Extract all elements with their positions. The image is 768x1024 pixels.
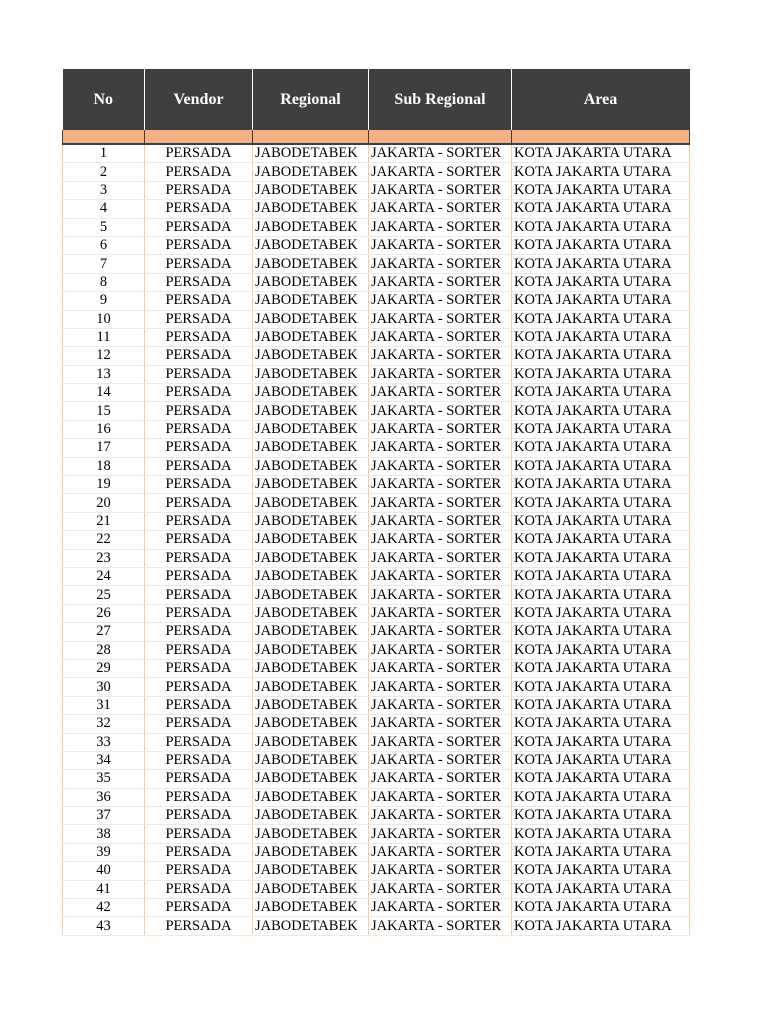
cell-area: KOTA JAKARTA UTARA	[512, 696, 690, 714]
table-row	[63, 917, 690, 935]
cell-no: 2	[63, 163, 145, 181]
cell-area: KOTA JAKARTA UTARA	[512, 567, 690, 585]
cell-no: 32	[63, 715, 145, 733]
cell-no: 33	[63, 733, 145, 751]
cell-regional: JABODETABEK	[253, 181, 369, 199]
cell-vendor: PERSADA	[145, 807, 253, 825]
cell-sub-regional: JAKARTA - SORTER	[369, 292, 512, 310]
cell-vendor: PERSADA	[145, 439, 253, 457]
cell-sub-regional: JAKARTA - SORTER	[369, 181, 512, 199]
cell-no: 3	[63, 181, 145, 199]
cell-regional: JABODETABEK	[253, 236, 369, 254]
cell-regional: JABODETABEK	[253, 678, 369, 696]
cell-area: KOTA JAKARTA UTARA	[512, 144, 690, 163]
cell-sub-regional: JAKARTA - SORTER	[369, 439, 512, 457]
cell-no: 34	[63, 751, 145, 769]
table-row	[63, 236, 690, 254]
cell-no: 40	[63, 862, 145, 880]
cell-regional: JABODETABEK	[253, 807, 369, 825]
cell-regional: JABODETABEK	[253, 843, 369, 861]
cell-regional: JABODETABEK	[253, 310, 369, 328]
cell-vendor: PERSADA	[145, 715, 253, 733]
cell-no: 25	[63, 586, 145, 604]
cell-vendor: PERSADA	[145, 862, 253, 880]
cell-sub-regional: JAKARTA - SORTER	[369, 917, 512, 935]
cell-no: 38	[63, 825, 145, 843]
cell-regional: JABODETABEK	[253, 402, 369, 420]
cell-regional: JABODETABEK	[253, 862, 369, 880]
cell-sub-regional: JAKARTA - SORTER	[369, 531, 512, 549]
cell-regional: JABODETABEK	[253, 163, 369, 181]
cell-area: KOTA JAKARTA UTARA	[512, 494, 690, 512]
cell-area: KOTA JAKARTA UTARA	[512, 365, 690, 383]
cell-no: 11	[63, 328, 145, 346]
cell-area: KOTA JAKARTA UTARA	[512, 255, 690, 273]
cell-sub-regional: JAKARTA - SORTER	[369, 512, 512, 530]
cell-sub-regional: JAKARTA - SORTER	[369, 586, 512, 604]
cell-sub-regional: JAKARTA - SORTER	[369, 328, 512, 346]
table-row	[63, 402, 690, 420]
accent-cell	[512, 130, 690, 144]
cell-area: KOTA JAKARTA UTARA	[512, 641, 690, 659]
table-row	[63, 494, 690, 512]
cell-vendor: PERSADA	[145, 549, 253, 567]
cell-area: KOTA JAKARTA UTARA	[512, 292, 690, 310]
cell-area: KOTA JAKARTA UTARA	[512, 163, 690, 181]
cell-area: KOTA JAKARTA UTARA	[512, 659, 690, 677]
cell-sub-regional: JAKARTA - SORTER	[369, 733, 512, 751]
cell-vendor: PERSADA	[145, 384, 253, 402]
cell-vendor: PERSADA	[145, 825, 253, 843]
table-row	[63, 751, 690, 769]
cell-area: KOTA JAKARTA UTARA	[512, 549, 690, 567]
cell-area: KOTA JAKARTA UTARA	[512, 402, 690, 420]
cell-area: KOTA JAKARTA UTARA	[512, 604, 690, 622]
cell-regional: JABODETABEK	[253, 476, 369, 494]
cell-regional: JABODETABEK	[253, 200, 369, 218]
cell-regional: JABODETABEK	[253, 586, 369, 604]
column-header-sub-regional: Sub Regional	[369, 70, 512, 131]
cell-no: 16	[63, 420, 145, 438]
cell-regional: JABODETABEK	[253, 696, 369, 714]
cell-area: KOTA JAKARTA UTARA	[512, 899, 690, 917]
cell-regional: JABODETABEK	[253, 273, 369, 291]
table-row	[63, 347, 690, 365]
accent-cell	[63, 130, 145, 144]
table-row	[63, 733, 690, 751]
header-accent-row	[63, 130, 690, 144]
cell-area: KOTA JAKARTA UTARA	[512, 788, 690, 806]
table-row	[63, 328, 690, 346]
cell-sub-regional: JAKARTA - SORTER	[369, 751, 512, 769]
cell-no: 22	[63, 531, 145, 549]
cell-no: 41	[63, 880, 145, 898]
table-row	[63, 163, 690, 181]
cell-area: KOTA JAKARTA UTARA	[512, 457, 690, 475]
table-row	[63, 476, 690, 494]
cell-area: KOTA JAKARTA UTARA	[512, 623, 690, 641]
column-header-no: No	[63, 70, 145, 131]
table-row	[63, 678, 690, 696]
cell-area: KOTA JAKARTA UTARA	[512, 733, 690, 751]
cell-vendor: PERSADA	[145, 310, 253, 328]
cell-area: KOTA JAKARTA UTARA	[512, 181, 690, 199]
cell-sub-regional: JAKARTA - SORTER	[369, 659, 512, 677]
cell-sub-regional: JAKARTA - SORTER	[369, 880, 512, 898]
cell-regional: JABODETABEK	[253, 770, 369, 788]
accent-cell	[145, 130, 253, 144]
cell-sub-regional: JAKARTA - SORTER	[369, 384, 512, 402]
cell-regional: JABODETABEK	[253, 218, 369, 236]
cell-sub-regional: JAKARTA - SORTER	[369, 678, 512, 696]
cell-vendor: PERSADA	[145, 917, 253, 935]
table-row	[63, 365, 690, 383]
column-header-area: Area	[512, 70, 690, 131]
cell-no: 13	[63, 365, 145, 383]
cell-area: KOTA JAKARTA UTARA	[512, 770, 690, 788]
table-row	[63, 880, 690, 898]
table-row	[63, 512, 690, 530]
cell-no: 35	[63, 770, 145, 788]
cell-no: 15	[63, 402, 145, 420]
cell-sub-regional: JAKARTA - SORTER	[369, 770, 512, 788]
cell-sub-regional: JAKARTA - SORTER	[369, 899, 512, 917]
cell-regional: JABODETABEK	[253, 825, 369, 843]
cell-vendor: PERSADA	[145, 457, 253, 475]
cell-regional: JABODETABEK	[253, 549, 369, 567]
cell-no: 14	[63, 384, 145, 402]
cell-vendor: PERSADA	[145, 586, 253, 604]
cell-regional: JABODETABEK	[253, 604, 369, 622]
table-row	[63, 825, 690, 843]
cell-vendor: PERSADA	[145, 163, 253, 181]
cell-no: 27	[63, 623, 145, 641]
cell-regional: JABODETABEK	[253, 788, 369, 806]
table-row	[63, 659, 690, 677]
cell-area: KOTA JAKARTA UTARA	[512, 347, 690, 365]
table-row	[63, 623, 690, 641]
cell-sub-regional: JAKARTA - SORTER	[369, 641, 512, 659]
cell-regional: JABODETABEK	[253, 347, 369, 365]
cell-sub-regional: JAKARTA - SORTER	[369, 696, 512, 714]
cell-no: 30	[63, 678, 145, 696]
table-row	[63, 531, 690, 549]
cell-no: 17	[63, 439, 145, 457]
table-row	[63, 420, 690, 438]
cell-regional: JABODETABEK	[253, 733, 369, 751]
cell-regional: JABODETABEK	[253, 365, 369, 383]
cell-vendor: PERSADA	[145, 420, 253, 438]
table-row	[63, 899, 690, 917]
cell-sub-regional: JAKARTA - SORTER	[369, 310, 512, 328]
cell-vendor: PERSADA	[145, 788, 253, 806]
header-row	[63, 70, 690, 131]
cell-area: KOTA JAKARTA UTARA	[512, 420, 690, 438]
table-row	[63, 144, 690, 163]
cell-area: KOTA JAKARTA UTARA	[512, 807, 690, 825]
cell-area: KOTA JAKARTA UTARA	[512, 862, 690, 880]
cell-no: 7	[63, 255, 145, 273]
cell-sub-regional: JAKARTA - SORTER	[369, 549, 512, 567]
cell-vendor: PERSADA	[145, 512, 253, 530]
cell-area: KOTA JAKARTA UTARA	[512, 751, 690, 769]
table-row	[63, 549, 690, 567]
table-row	[63, 218, 690, 236]
cell-regional: JABODETABEK	[253, 531, 369, 549]
cell-no: 31	[63, 696, 145, 714]
cell-sub-regional: JAKARTA - SORTER	[369, 402, 512, 420]
table-row	[63, 696, 690, 714]
cell-sub-regional: JAKARTA - SORTER	[369, 567, 512, 585]
cell-regional: JABODETABEK	[253, 751, 369, 769]
cell-sub-regional: JAKARTA - SORTER	[369, 218, 512, 236]
cell-regional: JABODETABEK	[253, 880, 369, 898]
cell-sub-regional: JAKARTA - SORTER	[369, 862, 512, 880]
cell-vendor: PERSADA	[145, 623, 253, 641]
cell-no: 20	[63, 494, 145, 512]
cell-vendor: PERSADA	[145, 200, 253, 218]
column-header-regional: Regional	[253, 70, 369, 131]
cell-regional: JABODETABEK	[253, 715, 369, 733]
cell-no: 12	[63, 347, 145, 365]
cell-area: KOTA JAKARTA UTARA	[512, 310, 690, 328]
cell-area: KOTA JAKARTA UTARA	[512, 917, 690, 935]
cell-sub-regional: JAKARTA - SORTER	[369, 788, 512, 806]
cell-vendor: PERSADA	[145, 604, 253, 622]
cell-sub-regional: JAKARTA - SORTER	[369, 420, 512, 438]
cell-no: 21	[63, 512, 145, 530]
cell-no: 4	[63, 200, 145, 218]
cell-sub-regional: JAKARTA - SORTER	[369, 623, 512, 641]
cell-area: KOTA JAKARTA UTARA	[512, 200, 690, 218]
table-row	[63, 439, 690, 457]
cell-sub-regional: JAKARTA - SORTER	[369, 494, 512, 512]
column-header-vendor: Vendor	[145, 70, 253, 131]
table-row	[63, 273, 690, 291]
cell-sub-regional: JAKARTA - SORTER	[369, 457, 512, 475]
cell-vendor: PERSADA	[145, 365, 253, 383]
cell-vendor: PERSADA	[145, 494, 253, 512]
cell-regional: JABODETABEK	[253, 255, 369, 273]
table-body	[63, 144, 690, 935]
cell-regional: JABODETABEK	[253, 659, 369, 677]
cell-no: 37	[63, 807, 145, 825]
cell-area: KOTA JAKARTA UTARA	[512, 384, 690, 402]
cell-no: 39	[63, 843, 145, 861]
cell-sub-regional: JAKARTA - SORTER	[369, 715, 512, 733]
cell-area: KOTA JAKARTA UTARA	[512, 715, 690, 733]
cell-no: 8	[63, 273, 145, 291]
cell-regional: JABODETABEK	[253, 494, 369, 512]
cell-no: 42	[63, 899, 145, 917]
table-row	[63, 788, 690, 806]
cell-sub-regional: JAKARTA - SORTER	[369, 604, 512, 622]
cell-no: 18	[63, 457, 145, 475]
cell-vendor: PERSADA	[145, 899, 253, 917]
cell-no: 6	[63, 236, 145, 254]
table-row	[63, 586, 690, 604]
cell-area: KOTA JAKARTA UTARA	[512, 586, 690, 604]
cell-sub-regional: JAKARTA - SORTER	[369, 273, 512, 291]
cell-vendor: PERSADA	[145, 144, 253, 163]
table-row	[63, 641, 690, 659]
cell-area: KOTA JAKARTA UTARA	[512, 880, 690, 898]
cell-sub-regional: JAKARTA - SORTER	[369, 365, 512, 383]
cell-vendor: PERSADA	[145, 255, 253, 273]
table-row	[63, 843, 690, 861]
cell-regional: JABODETABEK	[253, 567, 369, 585]
cell-regional: JABODETABEK	[253, 420, 369, 438]
cell-area: KOTA JAKARTA UTARA	[512, 218, 690, 236]
table-row	[63, 310, 690, 328]
table-row	[63, 807, 690, 825]
cell-no: 24	[63, 567, 145, 585]
cell-vendor: PERSADA	[145, 181, 253, 199]
cell-vendor: PERSADA	[145, 641, 253, 659]
cell-vendor: PERSADA	[145, 476, 253, 494]
cell-vendor: PERSADA	[145, 843, 253, 861]
cell-no: 23	[63, 549, 145, 567]
cell-vendor: PERSADA	[145, 402, 253, 420]
cell-regional: JABODETABEK	[253, 917, 369, 935]
cell-vendor: PERSADA	[145, 292, 253, 310]
cell-regional: JABODETABEK	[253, 439, 369, 457]
cell-sub-regional: JAKARTA - SORTER	[369, 807, 512, 825]
cell-vendor: PERSADA	[145, 347, 253, 365]
table-row	[63, 567, 690, 585]
cell-sub-regional: JAKARTA - SORTER	[369, 200, 512, 218]
accent-cell	[369, 130, 512, 144]
data-sheet	[62, 69, 689, 936]
cell-vendor: PERSADA	[145, 751, 253, 769]
cell-sub-regional: JAKARTA - SORTER	[369, 843, 512, 861]
cell-vendor: PERSADA	[145, 236, 253, 254]
cell-no: 1	[63, 144, 145, 163]
cell-regional: JABODETABEK	[253, 641, 369, 659]
cell-sub-regional: JAKARTA - SORTER	[369, 476, 512, 494]
cell-vendor: PERSADA	[145, 328, 253, 346]
table-row	[63, 255, 690, 273]
cell-vendor: PERSADA	[145, 733, 253, 751]
cell-sub-regional: JAKARTA - SORTER	[369, 347, 512, 365]
cell-regional: JABODETABEK	[253, 292, 369, 310]
table-row	[63, 457, 690, 475]
cell-vendor: PERSADA	[145, 531, 253, 549]
cell-regional: JABODETABEK	[253, 144, 369, 163]
cell-area: KOTA JAKARTA UTARA	[512, 328, 690, 346]
cell-sub-regional: JAKARTA - SORTER	[369, 163, 512, 181]
cell-no: 5	[63, 218, 145, 236]
cell-sub-regional: JAKARTA - SORTER	[369, 236, 512, 254]
cell-no: 19	[63, 476, 145, 494]
cell-vendor: PERSADA	[145, 696, 253, 714]
table-row	[63, 862, 690, 880]
cell-sub-regional: JAKARTA - SORTER	[369, 255, 512, 273]
cell-no: 29	[63, 659, 145, 677]
table-row	[63, 384, 690, 402]
accent-cell	[253, 130, 369, 144]
cell-no: 26	[63, 604, 145, 622]
cell-no: 28	[63, 641, 145, 659]
cell-no: 9	[63, 292, 145, 310]
vendor-table	[62, 69, 690, 936]
cell-area: KOTA JAKARTA UTARA	[512, 531, 690, 549]
cell-area: KOTA JAKARTA UTARA	[512, 843, 690, 861]
cell-no: 36	[63, 788, 145, 806]
table-row	[63, 604, 690, 622]
cell-regional: JABODETABEK	[253, 457, 369, 475]
cell-regional: JABODETABEK	[253, 384, 369, 402]
table-row	[63, 200, 690, 218]
cell-vendor: PERSADA	[145, 659, 253, 677]
cell-no: 10	[63, 310, 145, 328]
cell-area: KOTA JAKARTA UTARA	[512, 825, 690, 843]
cell-vendor: PERSADA	[145, 880, 253, 898]
cell-area: KOTA JAKARTA UTARA	[512, 476, 690, 494]
cell-vendor: PERSADA	[145, 273, 253, 291]
cell-regional: JABODETABEK	[253, 623, 369, 641]
cell-area: KOTA JAKARTA UTARA	[512, 678, 690, 696]
cell-area: KOTA JAKARTA UTARA	[512, 273, 690, 291]
cell-sub-regional: JAKARTA - SORTER	[369, 825, 512, 843]
cell-area: KOTA JAKARTA UTARA	[512, 236, 690, 254]
cell-regional: JABODETABEK	[253, 512, 369, 530]
cell-no: 43	[63, 917, 145, 935]
table-row	[63, 292, 690, 310]
cell-vendor: PERSADA	[145, 567, 253, 585]
cell-vendor: PERSADA	[145, 218, 253, 236]
cell-area: KOTA JAKARTA UTARA	[512, 439, 690, 457]
cell-area: KOTA JAKARTA UTARA	[512, 512, 690, 530]
table-row	[63, 181, 690, 199]
cell-regional: JABODETABEK	[253, 328, 369, 346]
cell-sub-regional: JAKARTA - SORTER	[369, 144, 512, 163]
cell-vendor: PERSADA	[145, 770, 253, 788]
cell-regional: JABODETABEK	[253, 899, 369, 917]
cell-vendor: PERSADA	[145, 678, 253, 696]
table-row	[63, 770, 690, 788]
table-row	[63, 715, 690, 733]
